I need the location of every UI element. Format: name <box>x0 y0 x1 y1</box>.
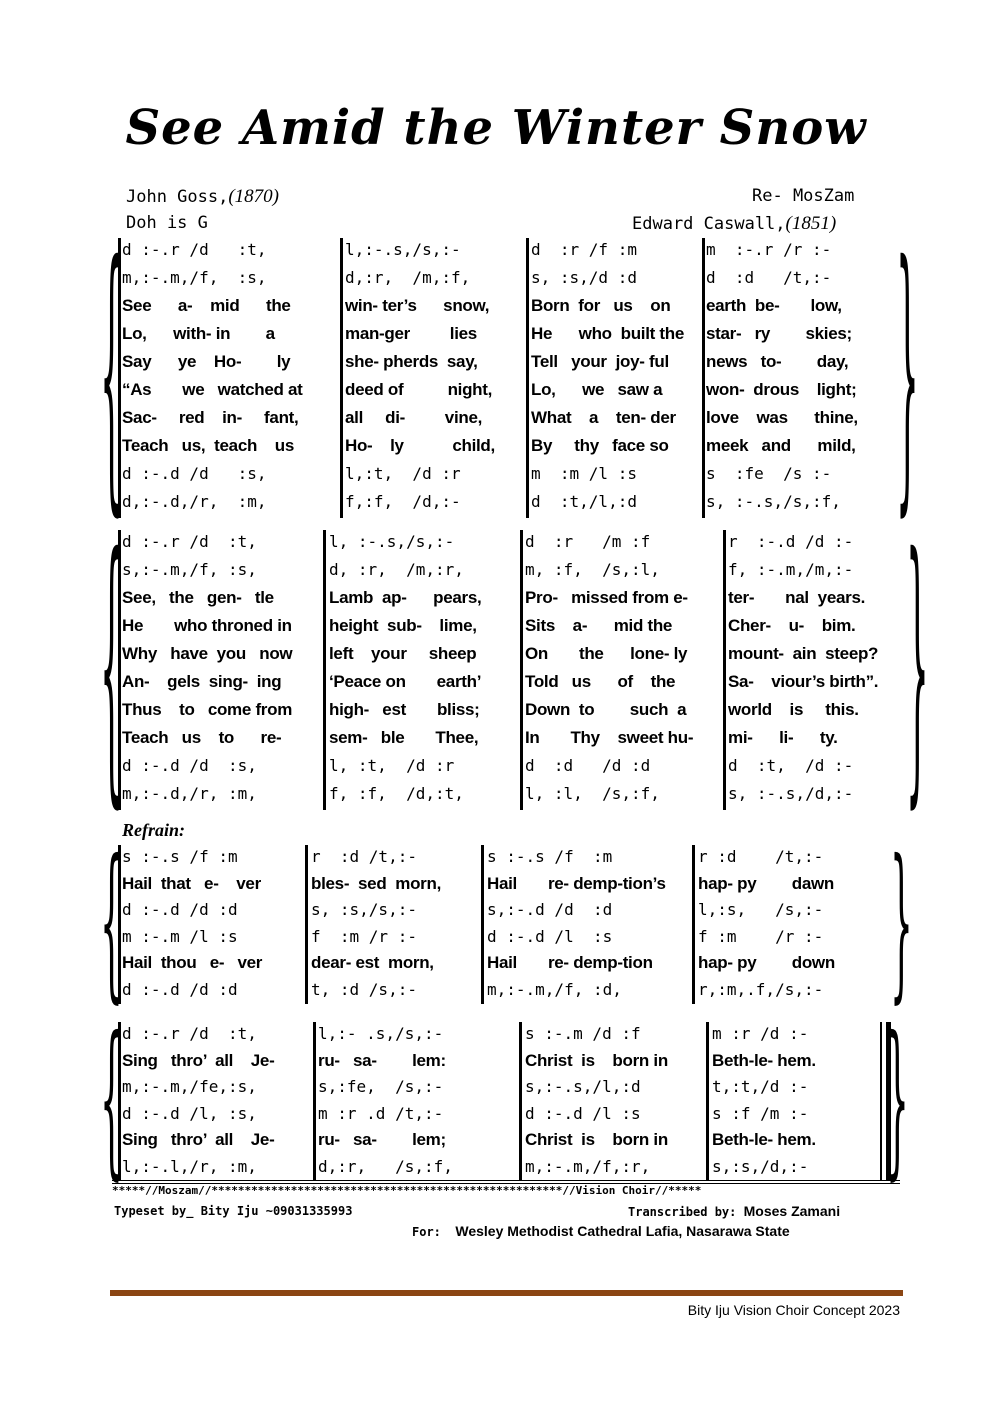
solfa-line: d :d /d :d <box>525 756 651 775</box>
solfa-line: s,:-.d /d :d <box>487 900 613 919</box>
measure-3 <box>525 1022 702 1181</box>
lyric-line: Teach us to re- <box>122 728 282 747</box>
solfa-line: d :-.d /l, :s, <box>122 1103 257 1123</box>
bar-line <box>702 238 705 518</box>
bar-line <box>323 530 326 810</box>
solfa-line: f, :-.m,/m,:- <box>728 560 854 579</box>
solfa-line: f, :f, /d,:t, <box>329 784 464 803</box>
solfa-line: d :-.d /l :s <box>525 1103 641 1123</box>
left-brace: { <box>100 828 123 1021</box>
solfa-line: m,:-.d,/r, :m, <box>122 784 257 803</box>
lyric-line: He who throned in <box>122 616 292 635</box>
lyric-line: mount- ain steep? <box>728 644 879 663</box>
footer-stars: *****//Moszam//*****************************************************//Vision Choir//***** <box>112 1184 702 1197</box>
measure-1 <box>122 530 319 810</box>
lyric-line: Christ is born in <box>525 1050 668 1070</box>
concept-credit: Bity Iju Vision Choir Concept 2023 <box>687 1302 900 1318</box>
lyric-line: By thy face so <box>531 436 669 455</box>
solfa-line: d :-.d /d :d <box>122 979 238 999</box>
solfa-line: s :fe /s :- <box>706 464 832 483</box>
lyric-line: win- ter’s snow, <box>345 296 490 315</box>
lyric-line: love was thine, <box>706 408 858 427</box>
measure-4 <box>706 238 886 518</box>
solfa-line: d :d /t,:- <box>706 268 832 287</box>
bar-line <box>313 1022 316 1181</box>
bar-line <box>526 238 529 518</box>
lyric-line: ru- sa- lem; <box>318 1130 446 1149</box>
lyric-line: all di- vine, <box>345 408 483 427</box>
lyric-line: earth be- low, <box>706 296 842 315</box>
lyric-line: Sing thro’ all Je- <box>122 1050 275 1070</box>
solfa-line: s,:-.m,/f, :s, <box>122 560 257 579</box>
lyric-line: sem- ble Thee, <box>329 728 479 747</box>
measure-2 <box>311 845 477 1004</box>
solfa-line: r :d /t,:- <box>698 847 824 866</box>
left-brace: { <box>100 504 123 836</box>
solfa-line: d :t, /d :- <box>728 756 854 775</box>
solfa-line: d,:-.d,/r, :m, <box>122 492 267 511</box>
lyric-line: Teach us, teach us <box>122 436 294 455</box>
solfa-line: m,:-.m,/f,:r, <box>525 1156 651 1176</box>
lyric-line: high- est bliss; <box>329 700 480 719</box>
lyric-line: won- drous light; <box>706 380 857 399</box>
lyric-line: Say ye Ho- ly <box>122 352 291 371</box>
solfa-line: d :-.r /d :t, <box>122 240 267 259</box>
measure-4 <box>712 1022 876 1181</box>
system-start-bar <box>118 238 121 518</box>
solfa-line: s :f /m :- <box>712 1103 809 1123</box>
lyric-line: Told us of the <box>525 672 676 691</box>
solfa-line: s,:s,/d,:- <box>712 1156 809 1176</box>
lyric-line: Born for us on <box>531 296 671 315</box>
measure-2 <box>345 238 522 518</box>
system-start-bar <box>118 530 121 810</box>
solfa-line: l,:-.s,/s,:- <box>345 240 461 259</box>
lyric-line: See, the gen- tle <box>122 588 274 607</box>
lyric-line: See a- mid the <box>122 296 291 315</box>
lyric-line: Pro- missed from e- <box>525 588 688 607</box>
bar-line <box>706 1022 709 1181</box>
key-signature: Doh is G <box>126 213 208 233</box>
bar-line <box>305 845 308 1004</box>
solfa-line: l, :t, /d :r <box>329 756 455 775</box>
lyric-line: meek and mild, <box>706 436 856 455</box>
measure-1 <box>122 845 301 1004</box>
lyric-line: deed of night, <box>345 380 493 399</box>
composer-year: (1870) <box>228 186 280 207</box>
lyric-line: Lamb ap- pears, <box>329 588 482 607</box>
solfa-line: s :-.s /f :m <box>122 847 238 866</box>
solfa-line: s,:fe, /s,:- <box>318 1077 444 1096</box>
solfa-line: m,:-.m,/f, :s, <box>122 268 267 287</box>
measure-2 <box>329 530 516 810</box>
solfa-line: m :m /l :s <box>531 464 637 483</box>
lyric-line: On the lone- ly <box>525 644 688 663</box>
measure-2 <box>318 1022 515 1181</box>
bar-line <box>520 530 523 810</box>
solfa-line: f :m /r :- <box>311 926 417 946</box>
solfa-line: d :-.d /d :d <box>122 900 238 919</box>
lyric-line: world is this. <box>728 700 859 719</box>
lyric-line: What a ten- der <box>531 408 676 427</box>
measure-4 <box>698 845 880 1004</box>
solfa-line: l, :l, /s,:f, <box>525 784 660 803</box>
solfa-line: d :t,/l,:d <box>531 492 637 511</box>
solfa-line: m :r .d /t,:- <box>318 1103 444 1123</box>
lyric-line: ru- sa- lem: <box>318 1050 446 1070</box>
lyric-line: An- gels sing- ing <box>122 672 282 691</box>
right-brace: } <box>906 504 929 836</box>
refrain-label: Refrain: <box>122 820 185 840</box>
solfa-line: l,:s, /s,:- <box>698 900 824 919</box>
measure-1 <box>122 1022 309 1181</box>
for-value: Wesley Methodist Cathedral Lafia, Nasarawa State <box>455 1223 790 1239</box>
solfa-line: d :-.d /d :s, <box>122 756 257 775</box>
lyric-line: ter- nal years. <box>728 588 866 607</box>
lyric-line: left your sheep <box>329 644 477 663</box>
measure-3 <box>531 238 698 518</box>
lyric-line: star- ry skies; <box>706 324 852 343</box>
lyric-line: she- pherds say, <box>345 352 478 371</box>
measure-3 <box>525 530 719 810</box>
composer <box>126 186 279 208</box>
solfa-line: d,:r, /s,:f, <box>318 1156 453 1176</box>
lyric-line: Beth-le- hem. <box>712 1050 816 1070</box>
lyric-line: Tell your joy- ful <box>531 352 669 371</box>
lyric-line: Lo, we saw a <box>531 380 663 399</box>
lyric-line: Lo, with- in a <box>122 324 275 343</box>
lyric-line: hap- py dawn <box>698 873 834 893</box>
lyric-line: Down to such a <box>525 700 687 719</box>
lyric-line: ‘Peace on earth’ <box>329 672 482 691</box>
lyric-line: Christ is born in <box>525 1130 668 1149</box>
bar-line <box>723 530 726 810</box>
lyric-line: “As we watched at <box>122 380 303 399</box>
solfa-line: m,:-.m,/fe,:s, <box>122 1077 257 1096</box>
lyric-line: Beth-le- hem. <box>712 1130 816 1149</box>
lyricist-year: (1851) <box>785 213 837 234</box>
system-start-bar <box>118 845 121 1004</box>
for-credit <box>412 1223 790 1239</box>
lyric-line: Thus to come from <box>122 700 293 719</box>
lyric-line: Sac- red in- fant, <box>122 408 299 427</box>
arranger: Re- MosZam <box>752 186 855 206</box>
solfa-line: l,:- .s,/s,:- <box>318 1024 444 1043</box>
solfa-line: l, :-.s,/s,:- <box>329 532 455 551</box>
solfa-line: s, :-.s,/d,:- <box>728 784 854 803</box>
solfa-line: r :-.d /d :- <box>728 532 854 551</box>
transcribed-credit <box>628 1203 840 1219</box>
bar-line <box>481 845 484 1004</box>
lyric-line: mi- li- ty. <box>728 728 838 747</box>
solfa-line: d,:r, /m,:f, <box>345 268 471 287</box>
solfa-line: m :-.r /r :- <box>706 240 832 259</box>
solfa-line: s, :-.s,/s,:f, <box>706 492 841 511</box>
bar-line <box>692 845 695 1004</box>
bar-line <box>519 1022 522 1181</box>
solfa-line: d :r /m :f <box>525 532 651 551</box>
right-brace: } <box>886 1005 909 1198</box>
right-brace: } <box>896 212 919 544</box>
system-start-bar <box>118 1022 121 1181</box>
lyric-line: Sa- viour’s birth”. <box>728 672 879 691</box>
solfa-line: f,:f, /d,:- <box>345 492 461 511</box>
left-brace: { <box>100 1005 123 1198</box>
solfa-line: s,:-.s,/l,:d <box>525 1077 641 1096</box>
composer-name: John Goss, <box>126 187 229 207</box>
measure-3 <box>487 845 688 1004</box>
solfa-line: t, :d /s,:- <box>311 979 417 999</box>
lyric-line: In Thy sweet hu- <box>525 728 694 747</box>
lyric-line: hap- py down <box>698 953 835 972</box>
solfa-line: m :r /d :- <box>712 1024 809 1043</box>
solfa-line: f :m /r :- <box>698 926 824 946</box>
typeset-credit: Typeset by_ Bity Iju ~09031335993 <box>114 1204 353 1218</box>
lyric-line: man-ger lies <box>345 324 477 343</box>
solfa-line: d :-.d /l :s <box>487 926 613 946</box>
lyric-line: Sing thro’ all Je- <box>122 1130 275 1149</box>
lyric-line: Cher- u- bim. <box>728 616 856 635</box>
measure-1 <box>122 238 336 518</box>
lyric-line: Hail thou e- ver <box>122 953 263 972</box>
solfa-line: d :-.d /d :s, <box>122 464 267 483</box>
solfa-line: d :r /f :m <box>531 240 637 259</box>
solfa-line: l,:t, /d :r <box>345 464 461 483</box>
solfa-line: s, :s,/d :d <box>531 268 637 287</box>
lyric-line: dear- est morn, <box>311 953 434 972</box>
final-bar <box>886 1022 891 1181</box>
lyric-line: Why have you now <box>122 644 293 663</box>
lyric-line: Hail re- demp-tion <box>487 953 653 972</box>
lyric-line: Hail re- demp-tion’s <box>487 873 666 893</box>
solfa-line: d :-.r /d :t, <box>122 532 257 551</box>
transcribed-label: Transcribed by: <box>628 1205 737 1219</box>
lyric-line: Hail that e- ver <box>122 873 261 893</box>
lyric-line: He who built the <box>531 324 685 343</box>
lyric-line: Sits a- mid the <box>525 616 673 635</box>
bar-line <box>340 238 343 518</box>
solfa-line: r :d /t,:- <box>311 847 417 866</box>
lyricist-name: Edward Caswall, <box>632 214 786 234</box>
solfa-line: m :-.m /l :s <box>122 926 238 946</box>
lyric-line: news to- day, <box>706 352 849 371</box>
lyric-line: Ho- ly child, <box>345 436 495 455</box>
solfa-line: d :-.r /d :t, <box>122 1024 257 1043</box>
solfa-line: s, :s,/s,:- <box>311 900 417 919</box>
solfa-line: m,:-.m,/f, :d, <box>487 979 622 999</box>
solfa-line: m, :f, /s,:l, <box>525 560 660 579</box>
solfa-line: t,:t,/d :- <box>712 1077 809 1096</box>
left-brace: { <box>100 212 123 544</box>
solfa-line: d, :r, /m,:r, <box>329 560 464 579</box>
transcriber-name: Moses Zamani <box>743 1203 841 1219</box>
solfa-line: s :-.m /d :f <box>525 1024 641 1043</box>
for-label: For: <box>412 1225 441 1239</box>
measure-4 <box>728 530 896 810</box>
solfa-line: r,:m,.f,/s,:- <box>698 979 824 999</box>
song-title: See Amid the Winter Snow <box>125 100 867 156</box>
final-bar <box>880 1022 882 1181</box>
lyricist <box>632 213 836 235</box>
right-brace: } <box>890 828 913 1021</box>
lyric-line: height sub- lime, <box>329 616 477 635</box>
solfa-line: s :-.s /f :m <box>487 847 613 866</box>
lyric-line: bles- sed morn, <box>311 873 441 893</box>
solfa-line: l,:-.l,/r, :m, <box>122 1156 257 1176</box>
brown-divider <box>110 1290 903 1296</box>
